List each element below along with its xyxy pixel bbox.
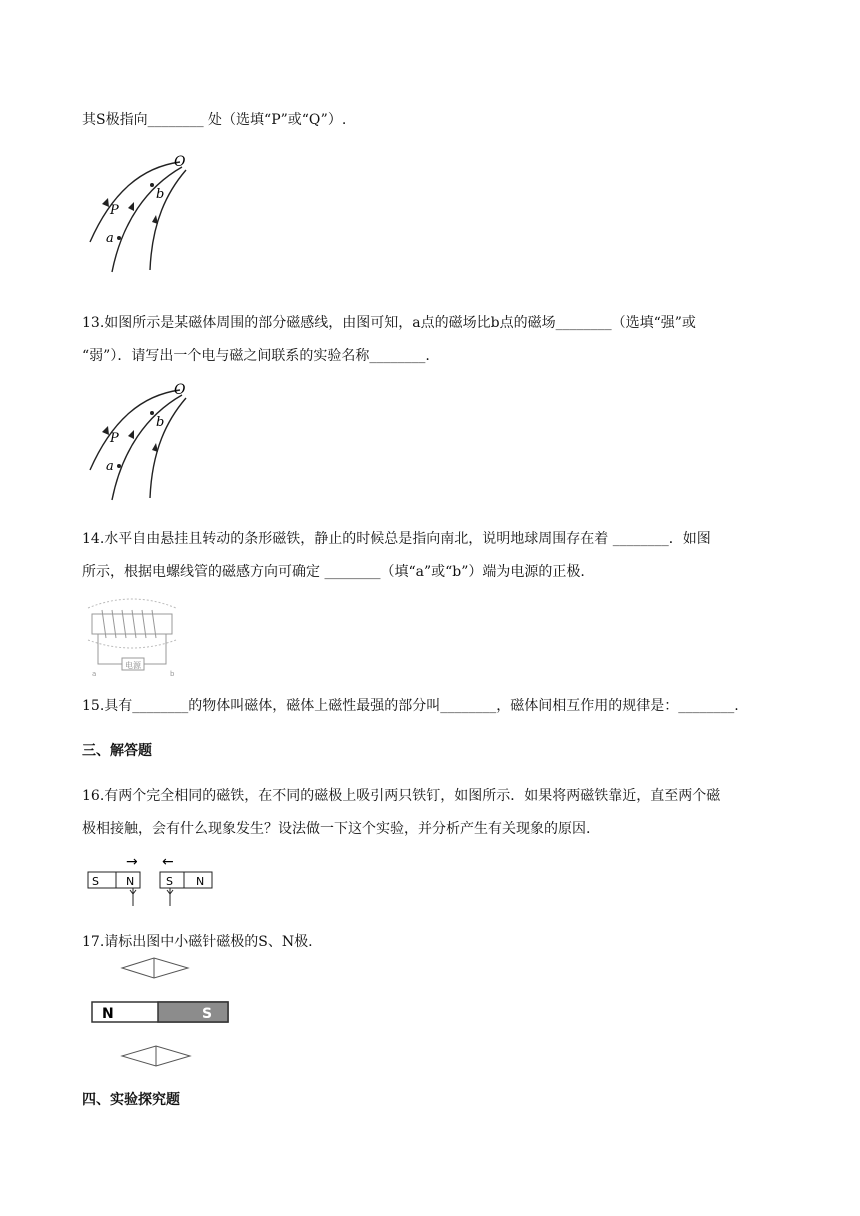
- q14-line2: 所示，根据电螺线管的磁感方向可确定 ________（填“a”或“b”）端为电源的正极.: [82, 564, 585, 580]
- label-b: b: [156, 187, 165, 202]
- right-magnet-s: S: [166, 875, 173, 888]
- label-a: a: [106, 231, 114, 246]
- q16-line2: 极相接触，会有什么现象发生？设法做一下这个实验，并分析产生有关现象的原因.: [82, 821, 591, 837]
- q15-line1: 15.具有________的物体叫磁体，磁体上磁性最强的部分叫________，磁体间相互作用的规律是：________.: [82, 698, 739, 714]
- two-magnets-figure: [86, 852, 218, 908]
- power-label: 电源: [125, 661, 141, 670]
- label-a: a: [106, 459, 114, 474]
- label-o: O: [174, 382, 186, 398]
- q13-line2: “弱”）．请写出一个电与磁之间联系的实验名称________.: [82, 348, 430, 364]
- bar-magnet-figure: [90, 956, 232, 1070]
- q16-line1: 16.有两个完全相同的磁铁，在不同的磁极上吸引两只铁钉，如图所示．如果将两磁铁靠近，直至两个磁: [82, 788, 721, 804]
- right-magnet-n: N: [196, 875, 205, 888]
- q14-line1: 14.水平自由悬挂且转动的条形磁铁，静止的时候总是指向南北，说明地球周围存在着 ________．如图: [82, 531, 711, 547]
- section-3-heading: 三、解答题: [82, 743, 152, 759]
- solenoid-figure: [82, 594, 182, 678]
- field-lines-figure-2: [82, 380, 202, 502]
- compass-needle-top: [122, 958, 188, 978]
- q12-tail: 其S极指向________ 处（选填“P”或“Q”）.: [82, 112, 347, 128]
- magnet-n-label: N: [102, 1006, 114, 1022]
- terminal-a: a: [92, 670, 97, 678]
- arrow-right: →: [126, 854, 138, 870]
- left-magnet-n: N: [126, 875, 135, 888]
- q13-line1: 13.如图所示是某磁体周围的部分磁感线，由图可知，a点的磁场比b点的磁场________（选填“强”或: [82, 315, 696, 331]
- left-magnet-s: S: [92, 875, 99, 888]
- arrow-left: ←: [162, 854, 174, 870]
- q17-line1: 17.请标出图中小磁针磁极的S、N极.: [82, 934, 313, 950]
- label-p: P: [110, 203, 119, 218]
- magnet-s-label: S: [202, 1006, 213, 1022]
- field-lines-figure-1: [82, 152, 202, 274]
- label-p: P: [110, 431, 119, 446]
- label-b: b: [156, 415, 165, 430]
- terminal-b: b: [170, 670, 175, 678]
- section-4-heading: 四、实验探究题: [82, 1092, 180, 1108]
- label-o: O: [174, 154, 186, 170]
